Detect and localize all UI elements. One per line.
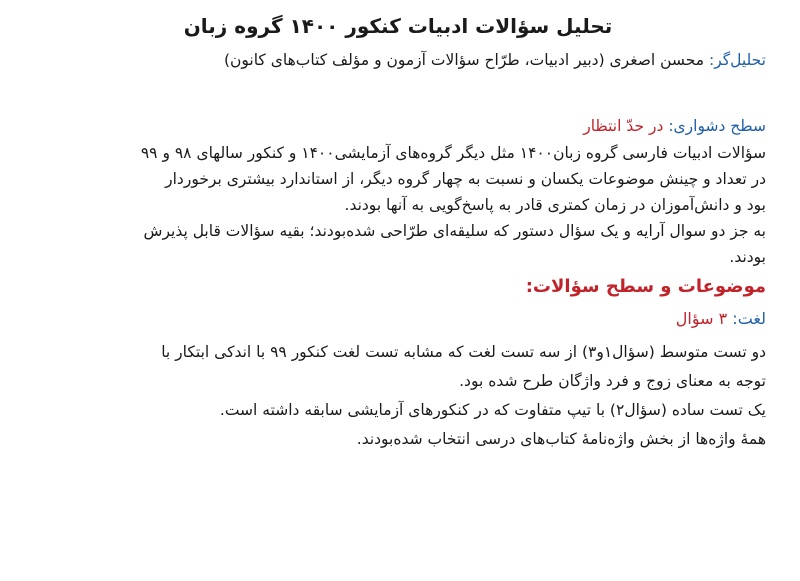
lexicon-line-item: توجه به معنای زوج و فرد واژگان طرح شده بود. <box>459 372 766 390</box>
intro-line: در تعداد و چینش موضوعات یکسان و نسبت به چهار گروه دیگر، از استاندارد بیشتری برخوردار <box>165 170 766 188</box>
difficulty-value: در حدّ انتظار <box>583 117 669 135</box>
note-line: بودند. <box>729 248 766 266</box>
lexicon-list <box>30 338 766 454</box>
difficulty-label: سطح دشواری: <box>668 117 766 135</box>
lexicon-line-item: یک تست ساده (سؤال۲) با تیپ متفاوت که در کنکورهای آزمایشی سابقه داشته است. <box>219 401 766 419</box>
author-label: تحلیل‌گر: <box>708 51 766 69</box>
intro-paragraph <box>30 140 766 218</box>
note-paragraph <box>30 218 766 270</box>
lexicon-line-item: دو تست متوسط (سؤال۱و۳) از سه تست لغت که مشابه تست لغت کنکور ۹۹ با اندکی ابتکار با <box>161 343 766 361</box>
author-line <box>30 44 766 76</box>
topics-heading: موضوعات و سطح سؤالات: <box>525 276 766 297</box>
spacer <box>30 76 766 112</box>
lexicon-value: ۳ سؤال <box>675 309 733 328</box>
note-line: به جز دو سوال آرایه و یک سؤال دستور که سلیقه‌ای طرّاحی شده‌بودند؛ بقیه سؤالات قابل پذیرش <box>143 222 766 240</box>
lexicon-line-item: همهٔ واژه‌ها از بخش واژه‌نامهٔ کتاب‌های درسی انتخاب شده‌بودند. <box>356 430 766 448</box>
author-text: محسن اصغری (دبیر ادبیات، طرّاح سؤالات آزمون و مؤلف کتاب‌های کانون) <box>223 51 709 69</box>
lexicon-line <box>30 304 766 334</box>
lexicon-label: لغت: <box>732 309 766 328</box>
document-title: تحلیل سؤالات ادبیات کنکور ۱۴۰۰ گروه زبان <box>183 14 613 38</box>
intro-line: سؤالات ادبیات فارسی گروه زبان۱۴۰۰ مثل دیگر گروه‌های آزمایشی۱۴۰۰ و کنکور سالهای ۹۸ و ۹۹ <box>140 144 766 162</box>
intro-line: بود و دانش‌آموزان در زمان کمتری قادر به پاسخ‌گویی به آنها بودند. <box>344 196 766 214</box>
difficulty-line <box>30 112 766 140</box>
